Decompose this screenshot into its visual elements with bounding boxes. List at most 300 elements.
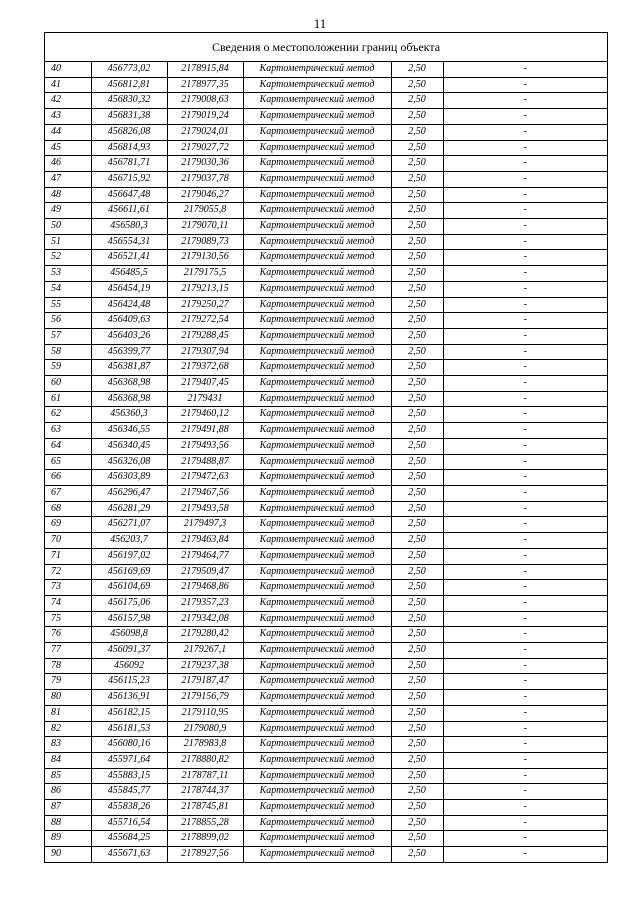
description-cell: - [443, 611, 607, 627]
y-coordinate-cell: 2179472,63 [167, 470, 243, 486]
table-row [45, 391, 607, 407]
y-coordinate-cell: 2178787,11 [167, 768, 243, 784]
table-row [45, 124, 607, 140]
table-row [45, 627, 607, 643]
accuracy-cell: 2,50 [391, 847, 443, 862]
y-coordinate-cell: 2179175,5 [167, 266, 243, 282]
description-cell: - [443, 533, 607, 549]
point-number-cell: 86 [45, 784, 91, 800]
method-cell: Картометрический метод [243, 517, 391, 533]
point-number-cell: 54 [45, 281, 91, 297]
x-coordinate-cell: 456169,69 [91, 564, 167, 580]
description-cell: - [443, 752, 607, 768]
description-cell: - [443, 313, 607, 329]
table-row [45, 93, 607, 109]
x-coordinate-cell: 456812,81 [91, 77, 167, 93]
method-cell: Картометрический метод [243, 674, 391, 690]
accuracy-cell: 2,50 [391, 250, 443, 266]
method-cell: Картометрический метод [243, 595, 391, 611]
accuracy-cell: 2,50 [391, 690, 443, 706]
y-coordinate-cell: 2179250,27 [167, 297, 243, 313]
point-number-cell: 62 [45, 407, 91, 423]
point-number-cell: 70 [45, 533, 91, 549]
table-row [45, 784, 607, 800]
x-coordinate-cell: 456296,47 [91, 485, 167, 501]
table-row [45, 815, 607, 831]
y-coordinate-cell: 2178880,82 [167, 752, 243, 768]
x-coordinate-cell: 456831,38 [91, 109, 167, 125]
method-cell: Картометрический метод [243, 407, 391, 423]
method-cell: Картометрический метод [243, 485, 391, 501]
description-cell: - [443, 140, 607, 156]
method-cell: Картометрический метод [243, 564, 391, 580]
table-row [45, 800, 607, 816]
table-row [45, 360, 607, 376]
x-coordinate-cell: 456580,3 [91, 219, 167, 235]
x-coordinate-cell: 456303,89 [91, 470, 167, 486]
table-row [45, 344, 607, 360]
y-coordinate-cell: 2178927,56 [167, 847, 243, 862]
description-cell: - [443, 658, 607, 674]
description-cell: - [443, 62, 607, 77]
method-cell: Картометрический метод [243, 77, 391, 93]
description-cell: - [443, 564, 607, 580]
description-cell: - [443, 281, 607, 297]
description-cell: - [443, 721, 607, 737]
point-number-cell: 66 [45, 470, 91, 486]
method-cell: Картометрический метод [243, 752, 391, 768]
method-cell: Картометрический метод [243, 721, 391, 737]
point-number-cell: 69 [45, 517, 91, 533]
point-number-cell: 78 [45, 658, 91, 674]
y-coordinate-cell: 2179342,08 [167, 611, 243, 627]
description-cell: - [443, 344, 607, 360]
x-coordinate-cell: 456647,48 [91, 187, 167, 203]
description-cell: - [443, 517, 607, 533]
accuracy-cell: 2,50 [391, 266, 443, 282]
point-number-cell: 82 [45, 721, 91, 737]
table-row [45, 140, 607, 156]
x-coordinate-cell: 456092 [91, 658, 167, 674]
description-cell: - [443, 627, 607, 643]
description-cell: - [443, 297, 607, 313]
accuracy-cell: 2,50 [391, 800, 443, 816]
description-cell: - [443, 831, 607, 847]
point-number-cell: 50 [45, 219, 91, 235]
table-row [45, 266, 607, 282]
table-row [45, 423, 607, 439]
table-row [45, 470, 607, 486]
accuracy-cell: 2,50 [391, 234, 443, 250]
description-cell: - [443, 815, 607, 831]
y-coordinate-cell: 2179213,15 [167, 281, 243, 297]
accuracy-cell: 2,50 [391, 297, 443, 313]
description-cell: - [443, 156, 607, 172]
accuracy-cell: 2,50 [391, 548, 443, 564]
point-number-cell: 56 [45, 313, 91, 329]
point-number-cell: 65 [45, 454, 91, 470]
y-coordinate-cell: 2179463,84 [167, 533, 243, 549]
point-number-cell: 67 [45, 485, 91, 501]
accuracy-cell: 2,50 [391, 643, 443, 659]
table-row [45, 721, 607, 737]
table-row [45, 454, 607, 470]
y-coordinate-cell: 2179024,01 [167, 124, 243, 140]
table-row [45, 737, 607, 753]
accuracy-cell: 2,50 [391, 171, 443, 187]
y-coordinate-cell: 2179357,23 [167, 595, 243, 611]
y-coordinate-cell: 2179070,11 [167, 219, 243, 235]
accuracy-cell: 2,50 [391, 533, 443, 549]
point-number-cell: 79 [45, 674, 91, 690]
accuracy-cell: 2,50 [391, 376, 443, 392]
table-row [45, 203, 607, 219]
table-title: Сведения о местоположении границ объекта [45, 33, 607, 62]
y-coordinate-cell: 2179431 [167, 391, 243, 407]
y-coordinate-cell: 2178855,28 [167, 815, 243, 831]
x-coordinate-cell: 455671,63 [91, 847, 167, 862]
point-number-cell: 80 [45, 690, 91, 706]
accuracy-cell: 2,50 [391, 124, 443, 140]
table-row [45, 281, 607, 297]
description-cell: - [443, 737, 607, 753]
x-coordinate-cell: 456830,32 [91, 93, 167, 109]
accuracy-cell: 2,50 [391, 564, 443, 580]
y-coordinate-cell: 2179237,38 [167, 658, 243, 674]
y-coordinate-cell: 2179030,36 [167, 156, 243, 172]
y-coordinate-cell: 2179089,73 [167, 234, 243, 250]
point-number-cell: 42 [45, 93, 91, 109]
y-coordinate-cell: 2179008,63 [167, 93, 243, 109]
accuracy-cell: 2,50 [391, 705, 443, 721]
x-coordinate-cell: 456368,98 [91, 376, 167, 392]
x-coordinate-cell: 456773,02 [91, 62, 167, 77]
x-coordinate-cell: 456181,53 [91, 721, 167, 737]
method-cell: Картометрический метод [243, 737, 391, 753]
page-number: 11 [313, 16, 327, 31]
point-number-cell: 89 [45, 831, 91, 847]
y-coordinate-cell: 2178915,84 [167, 62, 243, 77]
accuracy-cell: 2,50 [391, 595, 443, 611]
point-number-cell: 59 [45, 360, 91, 376]
method-cell: Картометрический метод [243, 344, 391, 360]
method-cell: Картометрический метод [243, 203, 391, 219]
point-number-cell: 72 [45, 564, 91, 580]
description-cell: - [443, 454, 607, 470]
point-number-cell: 61 [45, 391, 91, 407]
table-row [45, 831, 607, 847]
x-coordinate-cell: 456611,61 [91, 203, 167, 219]
accuracy-cell: 2,50 [391, 328, 443, 344]
x-coordinate-cell: 456157,98 [91, 611, 167, 627]
y-coordinate-cell: 2179307,94 [167, 344, 243, 360]
y-coordinate-cell: 2179467,56 [167, 485, 243, 501]
method-cell: Картометрический метод [243, 124, 391, 140]
accuracy-cell: 2,50 [391, 831, 443, 847]
method-cell: Картометрический метод [243, 171, 391, 187]
method-cell: Картометрический метод [243, 438, 391, 454]
description-cell: - [443, 580, 607, 596]
method-cell: Картометрический метод [243, 658, 391, 674]
x-coordinate-cell: 456360,3 [91, 407, 167, 423]
method-cell: Картометрический метод [243, 470, 391, 486]
point-number-cell: 45 [45, 140, 91, 156]
description-cell: - [443, 266, 607, 282]
y-coordinate-cell: 2179156,79 [167, 690, 243, 706]
point-number-cell: 81 [45, 705, 91, 721]
table-row [45, 501, 607, 517]
accuracy-cell: 2,50 [391, 109, 443, 125]
point-number-cell: 58 [45, 344, 91, 360]
x-coordinate-cell: 456080,16 [91, 737, 167, 753]
x-coordinate-cell: 456182,15 [91, 705, 167, 721]
x-coordinate-cell: 456409,63 [91, 313, 167, 329]
y-coordinate-cell: 2179080,9 [167, 721, 243, 737]
x-coordinate-cell: 456175,06 [91, 595, 167, 611]
point-number-cell: 90 [45, 847, 91, 862]
accuracy-cell: 2,50 [391, 627, 443, 643]
boundary-table-sheet [44, 32, 608, 863]
y-coordinate-cell: 2178983,8 [167, 737, 243, 753]
table-row [45, 595, 607, 611]
method-cell: Картометрический метод [243, 705, 391, 721]
description-cell: - [443, 391, 607, 407]
table-row [45, 690, 607, 706]
method-cell: Картометрический метод [243, 800, 391, 816]
method-cell: Картометрический метод [243, 690, 391, 706]
y-coordinate-cell: 2178744,37 [167, 784, 243, 800]
description-cell: - [443, 376, 607, 392]
method-cell: Картометрический метод [243, 548, 391, 564]
y-coordinate-cell: 2179280,42 [167, 627, 243, 643]
description-cell: - [443, 643, 607, 659]
description-cell: - [443, 784, 607, 800]
description-cell: - [443, 219, 607, 235]
point-number-cell: 68 [45, 501, 91, 517]
table-row [45, 768, 607, 784]
table-row [45, 407, 607, 423]
accuracy-cell: 2,50 [391, 768, 443, 784]
point-number-cell: 57 [45, 328, 91, 344]
y-coordinate-cell: 2179019,24 [167, 109, 243, 125]
description-cell: - [443, 77, 607, 93]
method-cell: Картометрический метод [243, 297, 391, 313]
method-cell: Картометрический метод [243, 328, 391, 344]
description-cell: - [443, 501, 607, 517]
table-row [45, 705, 607, 721]
method-cell: Картометрический метод [243, 643, 391, 659]
description-cell: - [443, 171, 607, 187]
accuracy-cell: 2,50 [391, 721, 443, 737]
y-coordinate-cell: 2179027,72 [167, 140, 243, 156]
x-coordinate-cell: 456381,87 [91, 360, 167, 376]
table-row [45, 533, 607, 549]
method-cell: Картометрический метод [243, 62, 391, 77]
accuracy-cell: 2,50 [391, 674, 443, 690]
description-cell: - [443, 438, 607, 454]
accuracy-cell: 2,50 [391, 611, 443, 627]
point-number-cell: 87 [45, 800, 91, 816]
y-coordinate-cell: 2179272,54 [167, 313, 243, 329]
method-cell: Картометрический метод [243, 109, 391, 125]
x-coordinate-cell: 456521,41 [91, 250, 167, 266]
x-coordinate-cell: 456826,08 [91, 124, 167, 140]
accuracy-cell: 2,50 [391, 438, 443, 454]
x-coordinate-cell: 456454,19 [91, 281, 167, 297]
table-row [45, 611, 607, 627]
method-cell: Картометрический метод [243, 454, 391, 470]
description-cell: - [443, 595, 607, 611]
description-cell: - [443, 800, 607, 816]
x-coordinate-cell: 456346,55 [91, 423, 167, 439]
y-coordinate-cell: 2179460,12 [167, 407, 243, 423]
method-cell: Картометрический метод [243, 784, 391, 800]
point-number-cell: 41 [45, 77, 91, 93]
method-cell: Картометрический метод [243, 768, 391, 784]
y-coordinate-cell: 2179046,27 [167, 187, 243, 203]
description-cell: - [443, 234, 607, 250]
point-number-cell: 76 [45, 627, 91, 643]
table-row [45, 328, 607, 344]
accuracy-cell: 2,50 [391, 423, 443, 439]
point-number-cell: 84 [45, 752, 91, 768]
point-number-cell: 51 [45, 234, 91, 250]
accuracy-cell: 2,50 [391, 737, 443, 753]
method-cell: Картометрический метод [243, 187, 391, 203]
table-row [45, 171, 607, 187]
method-cell: Картометрический метод [243, 533, 391, 549]
x-coordinate-cell: 456554,31 [91, 234, 167, 250]
method-cell: Картометрический метод [243, 627, 391, 643]
y-coordinate-cell: 2179493,56 [167, 438, 243, 454]
table-row [45, 156, 607, 172]
accuracy-cell: 2,50 [391, 454, 443, 470]
x-coordinate-cell: 455971,64 [91, 752, 167, 768]
description-cell: - [443, 423, 607, 439]
description-cell: - [443, 93, 607, 109]
table-row [45, 234, 607, 250]
point-number-cell: 48 [45, 187, 91, 203]
accuracy-cell: 2,50 [391, 313, 443, 329]
description-cell: - [443, 674, 607, 690]
y-coordinate-cell: 2179464,77 [167, 548, 243, 564]
y-coordinate-cell: 2179288,45 [167, 328, 243, 344]
x-coordinate-cell: 456399,77 [91, 344, 167, 360]
table-row [45, 187, 607, 203]
description-cell: - [443, 124, 607, 140]
method-cell: Картометрический метод [243, 313, 391, 329]
table-row [45, 658, 607, 674]
table-row [45, 297, 607, 313]
point-number-cell: 53 [45, 266, 91, 282]
x-coordinate-cell: 456091,37 [91, 643, 167, 659]
point-number-cell: 71 [45, 548, 91, 564]
method-cell: Картометрический метод [243, 281, 391, 297]
x-coordinate-cell: 456814,93 [91, 140, 167, 156]
y-coordinate-cell: 2179407,45 [167, 376, 243, 392]
accuracy-cell: 2,50 [391, 517, 443, 533]
accuracy-cell: 2,50 [391, 360, 443, 376]
x-coordinate-cell: 456197,02 [91, 548, 167, 564]
x-coordinate-cell: 456098,8 [91, 627, 167, 643]
table-row [45, 109, 607, 125]
table-row [45, 250, 607, 266]
x-coordinate-cell: 456203,7 [91, 533, 167, 549]
y-coordinate-cell: 2179130,56 [167, 250, 243, 266]
x-coordinate-cell: 456271,07 [91, 517, 167, 533]
table-row [45, 485, 607, 501]
table-row [45, 438, 607, 454]
point-number-cell: 46 [45, 156, 91, 172]
description-cell: - [443, 187, 607, 203]
accuracy-cell: 2,50 [391, 815, 443, 831]
accuracy-cell: 2,50 [391, 485, 443, 501]
point-number-cell: 88 [45, 815, 91, 831]
point-number-cell: 83 [45, 737, 91, 753]
method-cell: Картометрический метод [243, 580, 391, 596]
accuracy-cell: 2,50 [391, 156, 443, 172]
point-number-cell: 73 [45, 580, 91, 596]
y-coordinate-cell: 2179468,86 [167, 580, 243, 596]
table-row [45, 548, 607, 564]
description-cell: - [443, 485, 607, 501]
y-coordinate-cell: 2179372,68 [167, 360, 243, 376]
x-coordinate-cell: 456104,69 [91, 580, 167, 596]
point-number-cell: 85 [45, 768, 91, 784]
accuracy-cell: 2,50 [391, 203, 443, 219]
table-row [45, 674, 607, 690]
method-cell: Картометрический метод [243, 219, 391, 235]
y-coordinate-cell: 2179187,47 [167, 674, 243, 690]
x-coordinate-cell: 456368,98 [91, 391, 167, 407]
accuracy-cell: 2,50 [391, 752, 443, 768]
accuracy-cell: 2,50 [391, 407, 443, 423]
y-coordinate-cell: 2179037,78 [167, 171, 243, 187]
accuracy-cell: 2,50 [391, 344, 443, 360]
point-number-cell: 49 [45, 203, 91, 219]
point-number-cell: 47 [45, 171, 91, 187]
table-row [45, 752, 607, 768]
accuracy-cell: 2,50 [391, 219, 443, 235]
table-row [45, 847, 607, 862]
point-number-cell: 52 [45, 250, 91, 266]
y-coordinate-cell: 2178977,35 [167, 77, 243, 93]
table-row [45, 313, 607, 329]
accuracy-cell: 2,50 [391, 501, 443, 517]
description-cell: - [443, 328, 607, 344]
method-cell: Картометрический метод [243, 250, 391, 266]
description-cell: - [443, 250, 607, 266]
description-cell: - [443, 768, 607, 784]
x-coordinate-cell: 456115,23 [91, 674, 167, 690]
x-coordinate-cell: 456281,29 [91, 501, 167, 517]
table-row [45, 219, 607, 235]
x-coordinate-cell: 455716,54 [91, 815, 167, 831]
x-coordinate-cell: 455838,26 [91, 800, 167, 816]
x-coordinate-cell: 456326,08 [91, 454, 167, 470]
x-coordinate-cell: 456340,45 [91, 438, 167, 454]
x-coordinate-cell: 456136,91 [91, 690, 167, 706]
table-row [45, 77, 607, 93]
accuracy-cell: 2,50 [391, 658, 443, 674]
y-coordinate-cell: 2179497,3 [167, 517, 243, 533]
point-number-cell: 60 [45, 376, 91, 392]
table-row [45, 564, 607, 580]
accuracy-cell: 2,50 [391, 391, 443, 407]
table-row [45, 643, 607, 659]
method-cell: Картометрический метод [243, 831, 391, 847]
description-cell: - [443, 470, 607, 486]
